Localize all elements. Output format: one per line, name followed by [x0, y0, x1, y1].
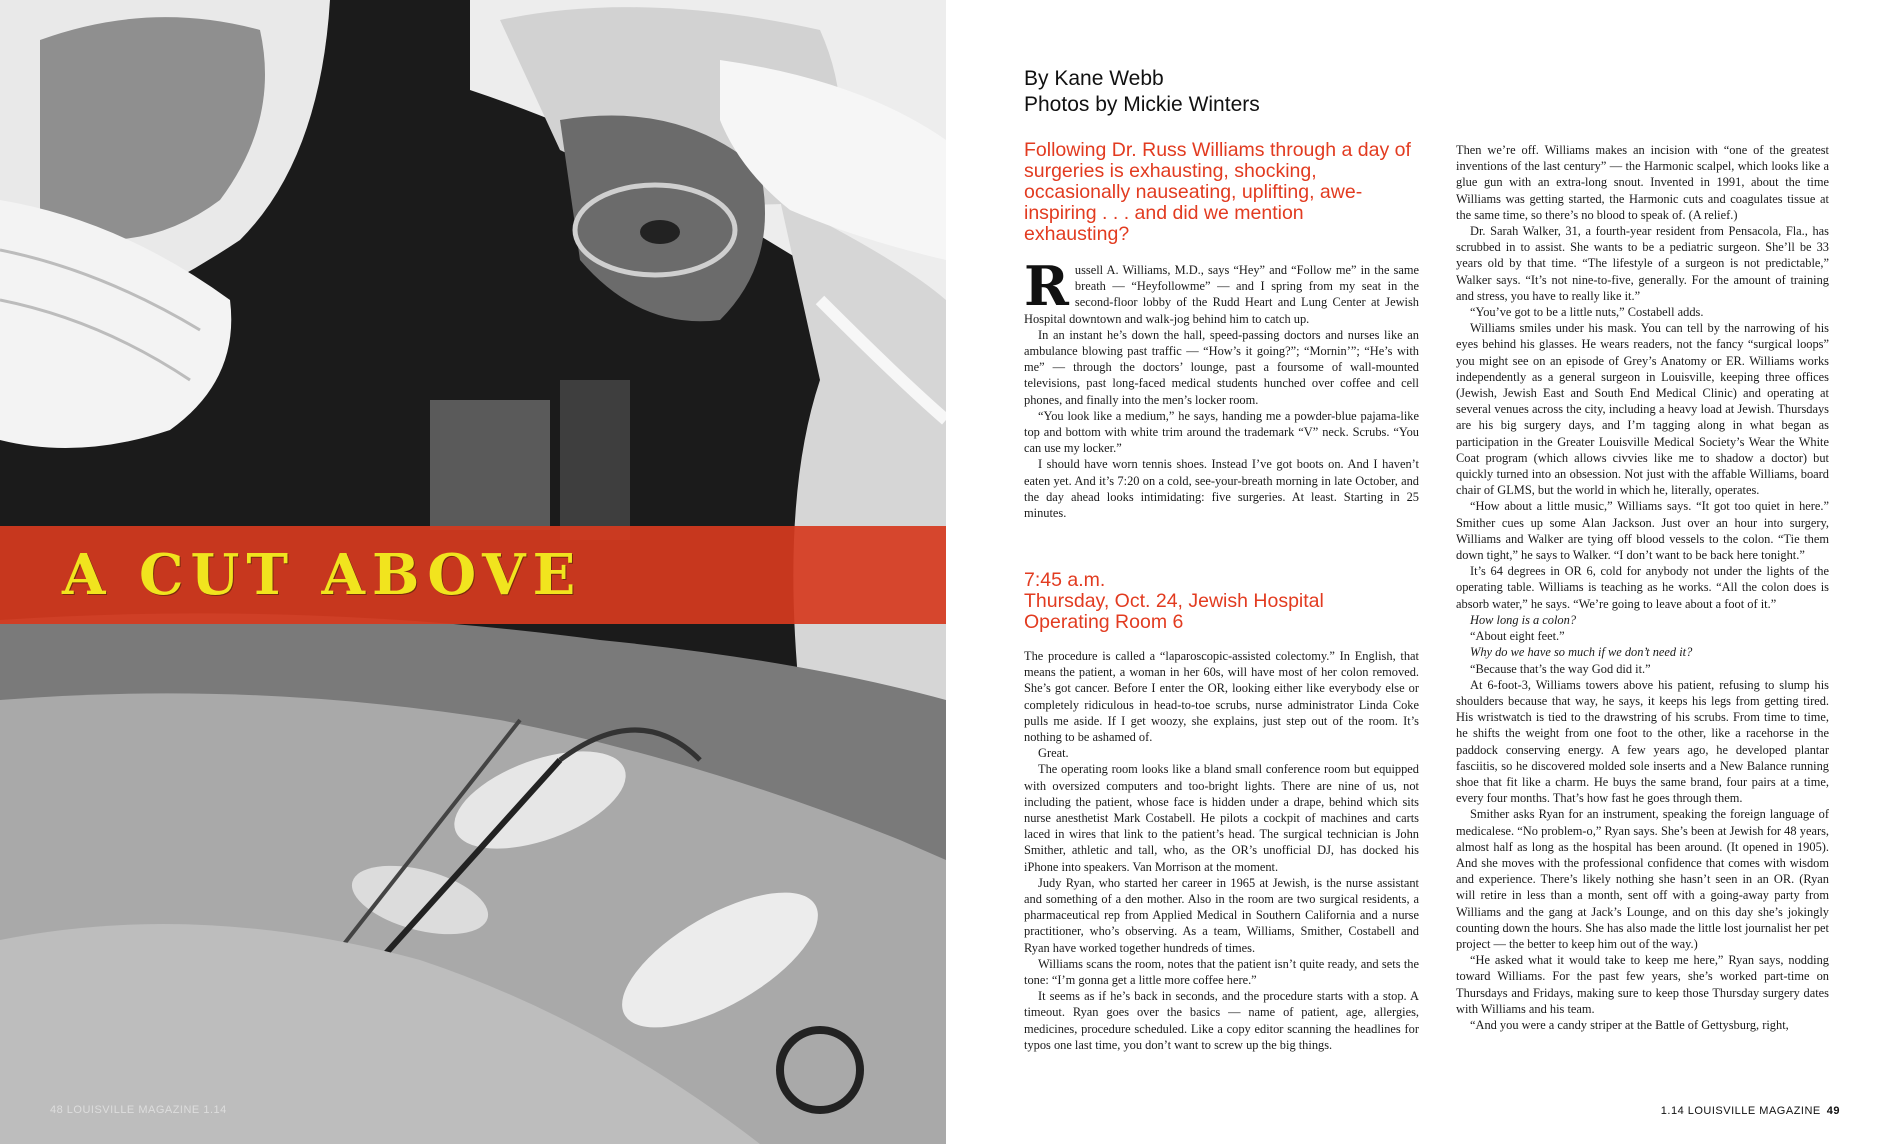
- paragraph: Great.: [1038, 746, 1069, 761]
- byline: [1024, 66, 1260, 118]
- paragraph: Dr. Sarah Walker, 31, a fourth-year resident from Pensacola, Fla., has scrubbed in to assist. She wants to be a pediatric surgeon. She’ll be 33 years old by that time. “The lifestyle of a surgeon is not predictable,” Walker says. “It’s not nine-to-five, generally. For the amount of training and stress, you have to really like it.”: [1456, 224, 1829, 303]
- photo-credit: Photos by Mickie Winters: [1024, 93, 1260, 116]
- paragraph: Williams smiles under his mask. You can tell by the narrowing of his eyes behind his glasses. He wears readers, not the fancy “surgical loops” you might see on an episode of Grey’s Anatomy or ER. Williams works independently as a general surgeon in Louisville, keeping three offices (Jewish, Jewish East and South End Medical Clinic) and operating at several venues across the city, including a heavy load at Jewish. Thursdays are his big surgery days, and I’m tagging along in what began as participation in the Greater Louisville Medical Society’s Wear the White Coat program (which allows civvies like me to shadow a doctor) but quickly turned into an obsession. Not just with the affable Williams, board chair of GLMS, but the world in which he, literally, operates.: [1456, 321, 1829, 498]
- subhead-room: Operating Room 6: [1024, 611, 1184, 633]
- paragraph: The operating room looks like a bland small conference room but equipped with oversized computers and too-bright lights. There are nine of us, not including the patient, whose face is hidden under a drape, behind which sits nurse anesthetist Mark Costabell. He pilots a cockpit of machines and carts laced in wires that link to the patient’s head. The surgical technician is John Smither, athletic and tall, who, as the OR’s unofficial DJ, has docked his iPhone into speakers. Van Morrison at the moment.: [1024, 762, 1419, 874]
- headline: A CUT ABOVE: [62, 542, 583, 608]
- subhead-time: 7:45 a.m.: [1024, 569, 1106, 591]
- paragraph: How long is a colon?: [1470, 612, 1577, 627]
- paragraph: “How about a little music,” Williams says. “It got too quiet in here.” Smither cues up some Alan Jackson. Just over an hour into surgery, Williams and Walker are tying off blood vessels to the colon. “Tie them down tight,” he says to Walker. “I don’t want to be back here tonight.”: [1456, 499, 1829, 563]
- paragraph: “He asked what it would take to keep me here,” Ryan says, nodding toward Williams. For the past few years, she’s worked part-time on Thursdays and Fridays, making sure to keep those Thursday surgery dates with Williams and his team.: [1456, 953, 1829, 1016]
- dek: Following Dr. Russ Williams through a day of surgeries is exhausting, shocking, occasionally nauseating, uplifting, awe-inspiring . . . and did we mention exhausting?: [1024, 139, 1411, 245]
- paragraph: The procedure is called a “laparoscopic-assisted colectomy.” In English, that means the patient, a woman in her 60s, will have most of her colon removed. She’s got cancer. Before I enter the OR, looking either like everybody else or completely ridiculous in head-to-toe scrubs, nurse administrator Linda Coke pulls me aside. If I get woozy, she explains, just step out of the room. It’s nothing to be ashamed of.: [1024, 649, 1419, 745]
- folio-right: [1661, 1105, 1840, 1117]
- paragraph: “Because that’s the way God did it.”: [1470, 661, 1651, 676]
- surgeons-photo: [0, 0, 946, 1144]
- author-credit: By Kane Webb: [1024, 67, 1164, 90]
- page-number: 49: [1826, 1105, 1840, 1117]
- paragraph: Judy Ryan, who started her career in 1965 at Jewish, is the nurse assistant and something of a den mother. Also in the room are two surgical residents, a pharmaceutical rep from Applied Medical in Southern California and a nurse practitioner, who’s observing. As a team, Williams, Smither, Costabell and Ryan have worked together hundreds of times.: [1024, 875, 1419, 955]
- paragraph: I should have worn tennis shoes. Instead I’ve got boots on. And I haven’t eaten yet. And it’s 7:20 on a cold, see-your-breath morning in late October, and the day ahead looks intimidating: five surgeries. At least. Starting in 25 minutes.: [1024, 457, 1419, 521]
- column-2: [1456, 142, 1829, 1033]
- column-1-body: [1024, 648, 1419, 1053]
- paragraph: ussell A. Williams, M.D., says “Hey” and “Follow me” in the same breath — “Heyfollowme” — and I spring from my seat in the second-floor lobby of the Rudd Heart and Lung Center at Jewish Hospital downtown and walk-jog behind him to catch up.: [1024, 263, 1419, 326]
- folio-left: 48 LOUISVILLE MAGAZINE 1.14: [50, 1104, 227, 1116]
- paragraph: It seems as if he’s back in seconds, and the procedure starts with a stop. A timeout. Ryan goes over the basics — name of patient, age, allergies, medicines, procedure scheduled. Like a copy editor scanning the headlines for typos one last time, you don’t want to screw up the big things.: [1024, 989, 1419, 1052]
- paragraph: “And you were a candy striper at the Battle of Gettysburg, right,: [1470, 1017, 1789, 1032]
- folio-magazine: 1.14 LOUISVILLE MAGAZINE: [1660, 1105, 1821, 1117]
- paragraph: Smither asks Ryan for an instrument, speaking the foreign language of medicalese. “No problem-o,” Ryan says. She’s been at Jewish for 48 years, almost half as long as the hospital has been around. (It opened in 1905). And she moves with the professional confidence that comes with wisdom and experience. There’s likely nothing she hasn’t seen in an OR. (Ryan will retire in less than a month, sent off with a going-away party from Williams and the gang at Jack’s Lounge, and on this day she’s jokingly counting down the hours. She has also made the little lost journalist her pet project — the better to keep him out of the way.): [1456, 807, 1829, 951]
- section-subhead: [1024, 570, 1414, 633]
- paragraph: “About eight feet.”: [1470, 629, 1565, 644]
- paragraph: “You’ve got to be a little nuts,” Costabell adds.: [1470, 305, 1704, 320]
- paragraph: Williams scans the room, notes that the patient isn’t quite ready, and sets the tone: “I’m gonna get a little more coffee here.”: [1024, 956, 1419, 988]
- paragraph: “You look like a medium,” he says, handing me a powder-blue pajama-like top and bottom with white trim around the trademark “V” neck. Scrubs. “You can use my locker.”: [1024, 408, 1419, 456]
- drop-cap: R: [1024, 254, 1069, 318]
- column-1-intro: [1024, 254, 1419, 521]
- subhead-date-place: Thursday, Oct. 24, Jewish Hospital: [1024, 590, 1324, 612]
- paragraph: Then we’re off. Williams makes an incision with “one of the greatest inventions of the last century” — the Harmonic scalpel, which looks like a glue gun with an extra-long snout. Invented in 1991, about the time Williams was getting started, the Harmonic cuts and coagulates tissue at the same time, so there’s no blood to speak of. (A relief.): [1456, 143, 1829, 222]
- paragraph: Why do we have so much if we don’t need it?: [1470, 645, 1693, 660]
- paragraph: At 6-foot-3, Williams towers above his patient, refusing to slump his shoulders because that way, he says, it keeps his legs from getting tired. His wristwatch is tied to the drawstring of his scrubs. From time to time, he shifts the weight from one foot to the other, like a racehorse in the paddock conserving energy. A few years ago, he developed plantar fasciitis, so he discovered molded sole inserts and a New Balance running shoe that fit like a charm. He buys the same brand, four pairs at a time, every four months. That’s how fast he goes through them.: [1456, 677, 1829, 806]
- paragraph: It’s 64 degrees in OR 6, cold for anybody not under the lights of the operating table. Williams is teaching as he works. “All the colon does is absorb water,” he says. “We’re going to leave about a foot of it.”: [1456, 564, 1829, 611]
- paragraph: In an instant he’s down the hall, speed-passing doctors and nurses like an ambulance blowing past traffic — “How’s it going?”; “Mornin’”; “He’s with me” — through the doctors’ lounge, past a foursome of wall-mounted televisions, past long-faced medical students hunched over coffee and cell phones, and finally into the men’s locker room.: [1024, 327, 1419, 407]
